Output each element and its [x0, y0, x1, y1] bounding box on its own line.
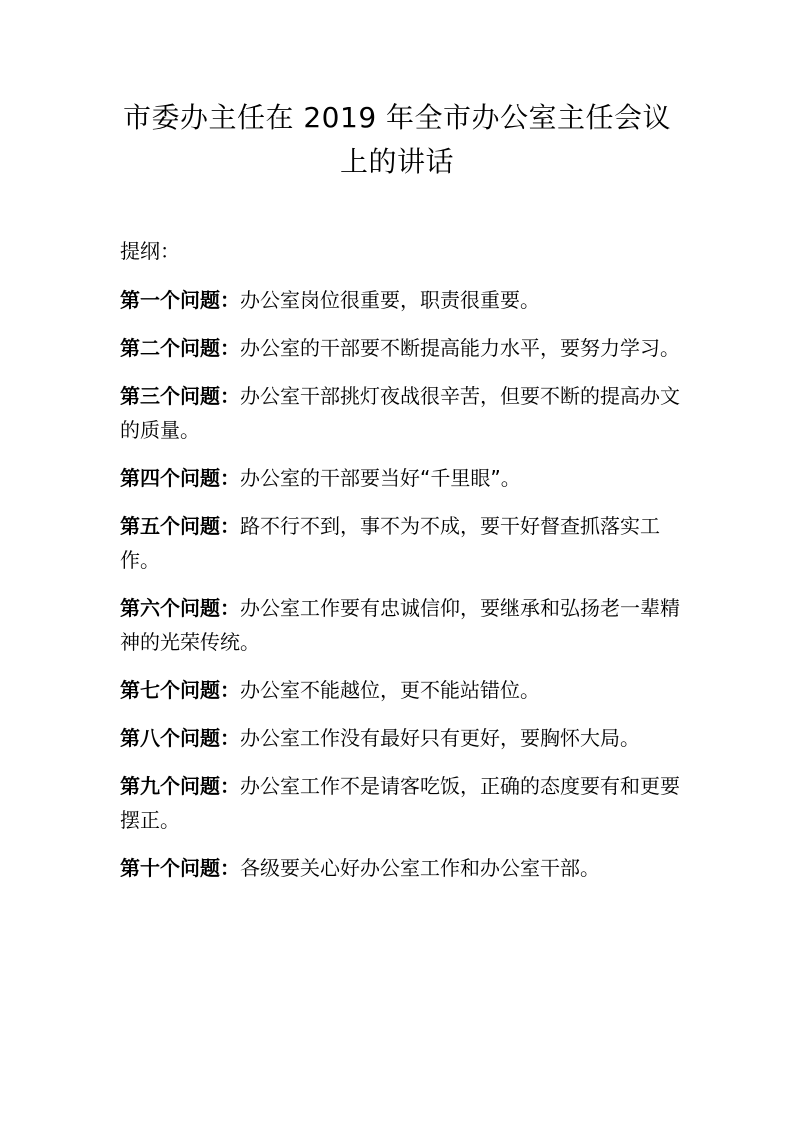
outline-item-label: 第六个问题：	[120, 596, 240, 620]
outline-item-label: 第七个问题：	[120, 678, 240, 702]
outline-item-label: 第二个问题：	[120, 336, 240, 360]
outline-item-4	[120, 461, 680, 495]
outline-item-6	[120, 591, 680, 659]
outline-item-1	[120, 283, 680, 317]
outline-item-9	[120, 769, 680, 837]
outline-item-10	[120, 851, 680, 885]
outline-item-text: 办公室工作不是请客吃饭，正确的态度要有和更要摆正。	[120, 774, 680, 832]
outline-item-label: 第九个问题：	[120, 774, 240, 798]
outline-item-text: 办公室干部挑灯夜战很辛苦，但要不断的提高办文的质量。	[120, 384, 680, 442]
outline-item-8	[120, 721, 700, 755]
outline-item-label: 第一个问题：	[120, 288, 240, 312]
outline-item-text: 办公室工作没有最好只有更好，要胸怀大局。	[240, 726, 640, 750]
outline-item-text: 办公室岗位很重要，职责很重要。	[240, 288, 540, 312]
page-title	[100, 96, 694, 184]
title-line-1: 市委办主任在 2019 年全市办公室主任会议	[122, 101, 672, 134]
outline-item-label: 第五个问题：	[120, 514, 240, 538]
title-line-2: 上的讲话	[339, 145, 454, 178]
outline-item-text: 办公室的干部要不断提高能力水平，要努力学习。	[240, 336, 680, 360]
outline-item-7	[120, 673, 680, 707]
outline-item-5	[120, 509, 680, 577]
outline-item-3	[120, 379, 680, 447]
outline-item-text: 各级要关心好办公室工作和办公室干部。	[240, 856, 600, 880]
outline-item-label: 第十个问题：	[120, 856, 240, 880]
outline-item-text: 办公室工作要有忠诚信仰，要继承和弘扬老一辈精神的光荣传统。	[120, 596, 680, 654]
outline-item-label: 第八个问题：	[120, 726, 240, 750]
outline-list	[120, 283, 680, 899]
outline-item-text: 路不行不到，事不为不成，要干好督查抓落实工作。	[120, 514, 660, 572]
outline-item-text: 办公室的干部要当好“千里眼”。	[240, 466, 521, 490]
outline-label: 提纲：	[120, 239, 180, 263]
outline-item-label: 第四个问题：	[120, 466, 240, 490]
outline-item-text: 办公室不能越位，更不能站错位。	[240, 678, 540, 702]
outline-item-2	[120, 331, 680, 365]
outline-item-label: 第三个问题：	[120, 384, 240, 408]
